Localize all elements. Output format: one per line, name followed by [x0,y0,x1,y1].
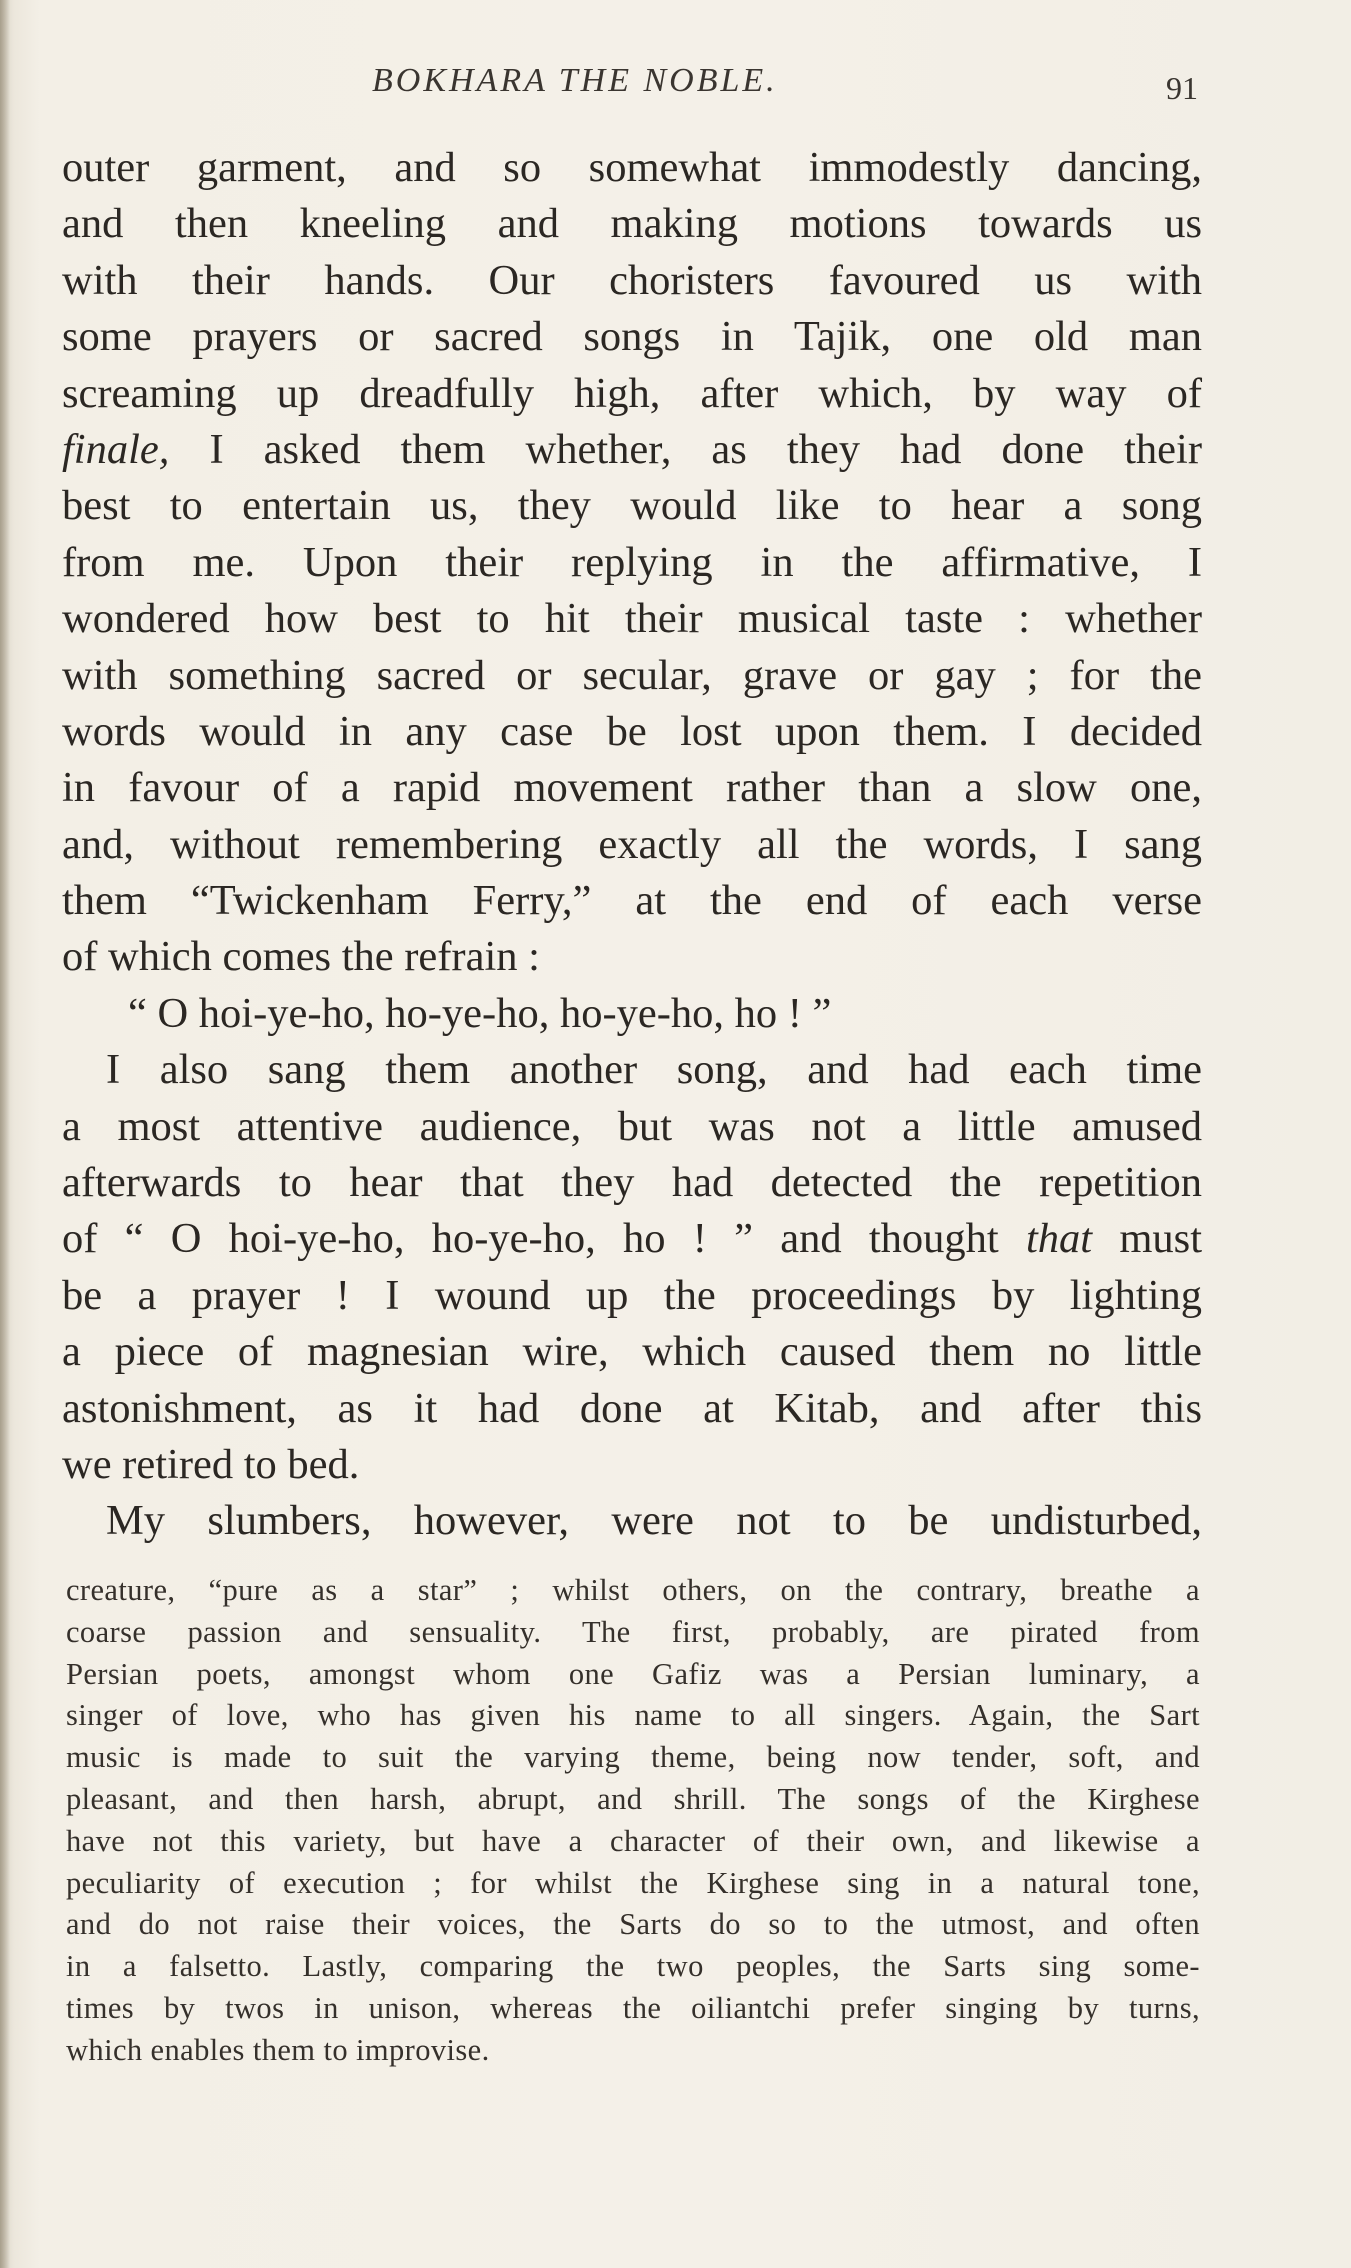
text-line [62,422,1202,478]
text-line: I also sang them another song, and had each time [106,1046,1202,1094]
text-line: outer garment, and so somewhat immodestly dancing, [62,144,1202,191]
footnote-line: and do not raise their voices, the Sarts do so to the utmost, and often [66,1907,1200,1942]
text-run: I asked them whether, as they had done their [169,425,1202,473]
footnote-line: pleasant, and then harsh, abrupt, and shrill. The songs of the Kirghese [66,1781,1200,1816]
text-line: a most attentive audience, but was not a little amused [62,1102,1202,1150]
gutter-shadow [0,0,10,2268]
footnote-line: creature, “pure as a star” ; whilst others, on the contrary, breathe a [66,1573,1200,1607]
text-line: words would in any case be lost upon them. I decided [62,707,1202,755]
footnote [66,1570,1200,2072]
text-line: and, without remembering exactly all the words, I sang [62,820,1202,868]
text-line: be a prayer ! I wound up the proceedings by lighting [62,1271,1202,1319]
text-line [62,1211,1202,1267]
footnote-line: in a falsetto. Lastly, comparing the two peoples, the Sarts sing some- [66,1949,1200,1984]
text-line: them “Twickenham Ferry,” at the end of each verse [62,877,1202,925]
text-line: with something sacred or secular, grave or gay ; for the [62,651,1202,699]
running-title: BOKHARA THE NOBLE. [372,62,778,99]
footnote-line: have not this variety, but have a character of their own, and likewise a [66,1823,1200,1858]
text-line: we retired to bed. [62,1440,360,1488]
text-line: with their hands. Our choristers favoured us with [62,256,1202,304]
running-head [0,62,1351,112]
text-line: in favour of a rapid movement rather than a slow one, [62,764,1202,812]
text-line: My slumbers, however, were not to be undisturbed, [106,1497,1202,1545]
footnote-line: music is made to suit the varying theme, being now tender, soft, and [66,1740,1200,1775]
text-line: of which comes the refrain : [62,933,540,981]
text-line: afterwards to hear that they had detected the repetition [62,1159,1202,1207]
text-line: screaming up dreadfully high, after which, by way of [62,369,1202,417]
text-run: of “ O hoi-ye-ho, ho-ye-ho, ho ! ” and thought [62,1215,1026,1263]
text-line: a piece of magnesian wire, which caused them no little [62,1328,1202,1376]
text-line: best to entertain us, they would like to hear a song [62,482,1202,530]
footnote-line: which enables them to improvise. [66,2032,490,2067]
italic-finale: finale, [62,425,170,473]
text-run: must [1092,1215,1203,1263]
footnote-line: singer of love, who has given his name to all singers. Again, the Sart [66,1698,1200,1733]
footnote-line: Persian poets, amongst whom one Gafiz was a Persian luminary, a [66,1656,1200,1691]
refrain-quote: “ O hoi-ye-ho, ho-ye-ho, ho-ye-ho, ho ! ” [128,989,832,1037]
footnote-line: peculiarity of execution ; for whilst the Kirghese sing in a natural tone, [66,1865,1200,1900]
text-line: some prayers or sacred songs in Tajik, one old man [62,313,1202,361]
italic-that: that [1025,1215,1093,1263]
page-number: 91 [1166,70,1198,106]
main-text [62,140,1202,1550]
text-line: wondered how best to hit their musical taste : whether [62,595,1202,643]
text-line: astonishment, as it had done at Kitab, and after this [62,1384,1202,1432]
text-line: and then kneeling and making motions towards us [62,200,1202,248]
footnote-line: coarse passion and sensuality. The first, probably, are pirated from [66,1614,1200,1649]
text-line: from me. Upon their replying in the affirmative, I [62,538,1202,586]
footnote-line: times by twos in unison, whereas the oiliantchi prefer singing by turns, [66,1990,1200,2025]
